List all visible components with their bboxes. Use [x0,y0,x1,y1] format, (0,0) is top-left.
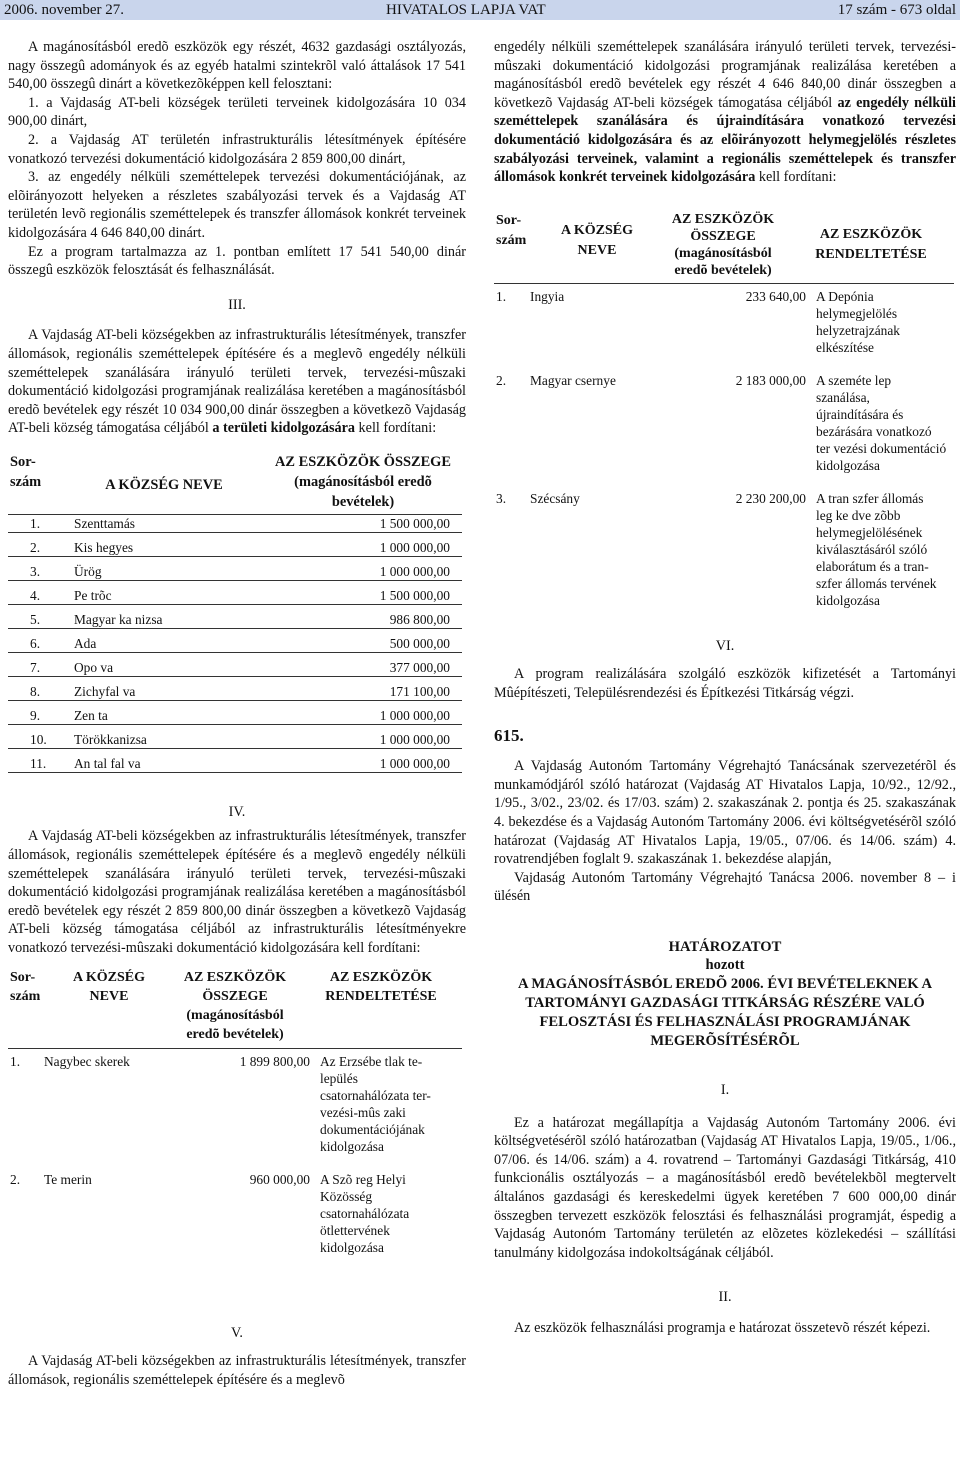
list-item: 2. a Vajdaság AT területén infrastrukturális létesítmények építésére vonatkozó tervezési dokumentáció kidolgozására 2 859 800,00 dinárt, [8,131,466,167]
municipality-name: Pe trõc [72,587,286,605]
section-title-v: V. [231,1324,243,1341]
th-sor: Sor- [10,453,36,470]
purpose-cell [318,1167,462,1268]
th-sum-4: eredõ bevételek) [674,262,772,278]
municipality-name: Ürög [72,563,286,581]
municipality-name: Opo va [72,659,286,677]
table-row [494,486,954,621]
legal-basis-paragraph: A Vajdaság Autonóm Tartomány Végrehajtó Tanácsának szervezetérõl és munkamódjáról szóló határozat (Vajdaság AT Hivatalos Lapja, 10/92., 12/92., 1/95., 3/02., 23/02. és 17/03. szám) 2. szakaszának 2. pontja és 25. szakaszának 4. bekezdése és a Vajdaság Autonóm Tartomány 2006. évi költségvetésérõl szóló határozat (Vajdaság AT Hivatalos Lapja, 19/05., 07/06. és 14/06. szám) 4. rovatrendjében foglalt 9. szakaszának 1. bekezdése alapján, [494,758,956,868]
row-number: 2. [496,372,507,388]
municipality-name: Te merin [44,1171,92,1187]
table-row [8,635,462,653]
row-number: 2. [10,1171,21,1187]
municipality-name: Ada [72,635,286,653]
page-header [0,0,960,20]
row-number: 5. [8,611,72,629]
decision-heading: HATÁROZATOT [668,938,782,955]
section-title-iv: IV. [228,803,246,820]
municipality-name: Kis hegyes [72,539,286,557]
th-szam: szám [10,473,42,490]
header-journal: HIVATALOS LAPJA VAT [386,2,546,18]
purpose-line: elkészítése [816,339,874,355]
th-name: A KÖZSÉG [73,969,145,985]
header-date: 2006. november 27. [4,2,124,18]
section-i-text: Ez a határozat megállapítja a Vajdaság Autonóm Tartomány 2006. évi költségvetésérõl szóló határozatban (Vajdaság AT Hivatalos Lapja, 19/05., 1/06., 07/06. és 14/06. szám) a 4. rovatrend – Tartományi Gazdasági Titkárság, 410 funkcionális osztályozás – a magánosításból eredõ bevételekbõl megtervelt általános gazdasági és kereskedelmi ügyek keretében 7 600 000,00 dinár összegben tervezett eszközök felosztási és felhasználási programját, éspedig a Vajdaság Autonóm Tartomány területén az elõzetes közlekedési – szállítási tanulmány kidolgozása indokoltságának céljából. [494,1114,956,1261]
decision-serial-number: 615. [494,725,524,745]
table-row [8,587,462,605]
section-title-iii: III. [228,296,246,313]
table-1-body [8,514,462,779]
purpose-line: kidolgozása [816,592,880,608]
purpose-cell [814,283,954,368]
th-name-2: NEVE [89,988,129,1004]
municipality-name: Zen ta [72,707,286,725]
table-3-body [494,283,954,621]
th-sum-3: (magánosításból [186,1007,284,1023]
th-sum: AZ ESZKÖZÖK [671,211,775,227]
purpose-line: szanálása, [816,389,870,405]
table-row [8,659,462,677]
th-purpose-2: RENDELTETÉSE [325,988,437,1004]
table-2-body [8,1048,462,1268]
purpose-line: ter vezési dokumentáció [816,440,947,456]
municipality-name: Magyar ka nizsa [72,611,286,629]
table-infrastructure [8,968,462,1044]
row-number: 1. [496,288,507,304]
decision-title: A MAGÁNOSÍTÁSBÓL EREDÕ 2006. ÉVI BEVÉTELEKNEK A TARTOMÁNYI GAZDASÁGI TITKÁRSÁG RÉSZÉRE VALÓ FELOSZTÁSI ÉS FELHASZNÁLÁSI PROGRAMJÁNAK MEGERÕSÍTÉSÉRÕL [518,976,932,1050]
table-row [8,1048,462,1167]
th-name-2: NEVE [577,242,617,258]
amount: 960 000,00 [249,1171,310,1187]
purpose-line: kiválasztásáról szóló [816,541,928,557]
section-title-i: I. [720,1082,730,1099]
list-item: 3. az engedély nélküli szeméttelepek tervezési dokumentációjának, az elõirányozott helyeken a részletes szabályozási tervek és a Vajdaság AT területén levõ regionális szeméttelepek és transzfer állomások konkrét terveinek kidolgozására 4 646 840,00 dinárt. [8,169,466,241]
amount: 2 183 000,00 [735,372,806,388]
table-row [8,1167,462,1268]
table-row [8,611,462,629]
row-number: 1. [10,1053,21,1069]
left-column [8,38,466,1389]
table-row [494,368,954,486]
amount: 1 500 000,00 [286,587,462,605]
amount: 377 000,00 [286,659,462,677]
purpose-cell [318,1048,462,1167]
purpose-line: helyzetrajzának [816,322,901,338]
row-number: 10. [8,731,72,749]
municipality-name: Szenttamás [72,514,286,532]
th-sum-2: ÖSSZEGE [202,988,268,1004]
th-name: A KÖZSÉG [561,222,633,238]
row-number: 8. [8,683,72,701]
th-sum-4: eredõ bevételek) [186,1026,284,1042]
th-szam: szám [10,988,41,1004]
list-item: 1. a Vajdaság AT-beli községek területi terveinek kidolgozására 10 034 900,00 dinárt, [8,94,466,130]
table-row [8,731,462,749]
row-number: 4. [8,587,72,605]
table-landfills [494,211,954,279]
purpose-line: újraindítására és [816,406,904,422]
th-sum-3: (magánosításból [674,245,772,261]
row-number: 3. [496,490,507,506]
municipality-name: Törökkanizsa [72,731,286,749]
th-name: A KÖZSÉG NEVE [105,476,223,493]
program-paragraph: Ez a program tartalmazza az 1. pontban említett 17 541 540,00 dinár összegû eszközök felosztását és felhasználását. [8,243,466,279]
table-row [494,283,954,368]
right-column [494,38,956,1338]
row-number: 3. [8,563,72,581]
section-iii-text: A Vajdaság AT-beli községekben az infrastrukturális létesítmények, transzfer állomások, regionális szeméttelepek építésére és a meglevõ engedély nélküli szeméttelepek szanálására irányuló területi tervek, tervezési-mûszaki dokumentáció kidolgozási programjának realizálása keretében a magánosításból eredõ bevételek egy részét 10 034 900,00 dinár összegben a következõ Vajdaság AT-beli község támogatása céljából a területi kidolgozására kell fordítani: [8,327,466,437]
purpose-line: ötlettervének [320,1222,390,1238]
municipality-name: Nagybec skerek [44,1053,130,1069]
amount: 1 000 000,00 [286,755,462,773]
amount: 1 899 800,00 [239,1053,310,1069]
purpose-line: lepülés [320,1070,358,1086]
purpose-line: szfer állomás tervének [816,575,937,591]
th-sum: AZ ESZKÖZÖK [183,969,287,985]
purpose-line: A Depónia [816,288,874,304]
row-number: 1. [8,514,72,532]
amount: 1 000 000,00 [286,731,462,749]
section-title-vi: VI. [715,637,735,654]
amount: 500 000,00 [286,635,462,653]
section-iv-text: A Vajdaság AT-beli községekben az infrastrukturális létesítmények, transzfer állomások, regionális szeméttelepek építésére és a meglevõ engedély nélküli szeméttelepek szanálására irányuló területi tervek, tervezési-mûszaki dokumentáció kidolgozási programjának realizálása keretében a magánosításból eredõ bevételek egy részét 2 859 800,00 dinár összegben a következõ Vajdaság AT-beli község támogatása céljából az infrastrukturális létesítményekre vonatkozó tervezési-mûszaki dokumentáció kidolgozására kell fordítani: [8,828,466,957]
row-number: 6. [8,635,72,653]
purpose-line: helymegjelölésének [816,524,923,540]
header-page: 17 szám - 673 oldal [837,2,956,18]
amount: 1 000 000,00 [286,707,462,725]
table-municipalities-territorial [8,452,462,512]
amount: 1 000 000,00 [286,563,462,581]
purpose-line: kidolgozása [320,1138,384,1154]
table-row [8,755,462,773]
amount: 1 500 000,00 [286,514,462,532]
purpose-line: Az Erzsébe tlak te- [320,1053,423,1069]
section-vi-text: A program realizálására szolgáló eszközök kifizetését a Tartományi Mûépítészeti, Településrendezési és Építkezési Titkárság végzi. [494,666,956,701]
purpose-line: leg ke dve zõbb [816,507,901,523]
table-row [8,707,462,725]
row-number: 11. [8,755,72,773]
th-sor: Sor- [496,212,522,228]
table-row [8,539,462,557]
row-number: 9. [8,707,72,725]
amount: 171 100,00 [286,683,462,701]
municipality-name: Ingyia [530,288,565,304]
section-title-ii: II. [718,1289,732,1306]
purpose-line: kidolgozása [816,457,880,473]
purpose-line: vezési-mûs zaki [320,1104,406,1120]
purpose-line: A tran szfer állomás [816,490,924,506]
municipality-name: Magyar csernye [530,372,616,388]
decision-adopted: hozott [705,957,745,974]
th-purpose: AZ ESZKÖZÖK [819,226,923,242]
purpose-cell [814,368,954,486]
amount: 986 800,00 [286,611,462,629]
purpose-line: Közösség [320,1188,373,1204]
th-sum-sub: (magánosításból eredõ [294,473,432,490]
row-number: 2. [8,539,72,557]
amount: 1 000 000,00 [286,539,462,557]
table-row [8,514,462,532]
purpose-line: csatornahálózata [320,1205,410,1221]
th-sor: Sor- [10,969,36,985]
th-purpose: AZ ESZKÖZÖK [329,969,433,985]
amount: 2 230 200,00 [735,490,806,506]
row-number: 7. [8,659,72,677]
purpose-line: A Szõ reg Helyi [320,1171,406,1187]
purpose-line: dokumentációjának [320,1121,425,1137]
purpose-line: csatornahálózata ter- [320,1087,431,1103]
th-purpose-2: RENDELTETÉSE [815,246,927,262]
th-sum-2: ÖSSZEGE [690,228,756,244]
section-ii-text: Az eszközök felhasználási programja e határozat összetevõ részét képezi. [514,1320,931,1336]
purpose-line: kidolgozása [320,1239,384,1255]
continuation-paragraph: engedély nélküli szeméttelepek szanálására irányuló területi tervek, tervezési-mûszaki dokumentáció kidolgozási programjának realizálása keretében a magánosításból eredõ bevételek egy részét 4 646 840,00 dinár összegben a következõ Vajdaság AT-beli községek támogatása céljából az engedély nélküli szeméttelepek szanálására és újraindítására vonatkozó tervezési dokumentáció kidolgozására és az elõirányozott helymegjelölés részletes szabályozási terveinek, valamint a regionális szeméttelepek és transzfer állomások konkrét terveinek kidolgozására kell fordítani: [494,39,956,186]
municipality-name: Szécsány [530,490,580,506]
council-session-paragraph: Vajdaság Autonóm Tartomány Végrehajtó Tanácsa 2006. november 8 – i ülésén [494,869,956,905]
intro-paragraph: A magánosításból eredõ eszközök egy részét, 4632 gazdasági osztályozás, nagy összegû adományok és az egyéb hatalmi szintekrõl való áttalások 17 541 540,00 összegû dinárt a következõképpen kell felosztani: [8,39,466,93]
purpose-line: elaborátum és a tran- [816,558,929,574]
municipality-name: An tal fal va [72,755,286,773]
purpose-cell [814,486,954,621]
table-row [8,563,462,581]
amount: 233 640,00 [745,288,806,304]
section-v-text: A Vajdaság AT-beli községekben az infrastrukturális létesítmények, transzfer állomások, regionális szeméttelepek építésére és a meglevõ [8,1353,466,1388]
purpose-line: bezárására vonatkozó [816,423,932,439]
th-sum: AZ ESZKÖZÖK ÖSSZEGE [275,453,451,470]
municipality-name: Zichyfal va [72,683,286,701]
th-sum-sub2: bevételek) [331,493,395,510]
purpose-line: A szeméte lep [816,372,892,388]
purpose-line: helymegjelölés [816,305,898,321]
th-szam: szám [496,232,527,248]
table-row [8,683,462,701]
